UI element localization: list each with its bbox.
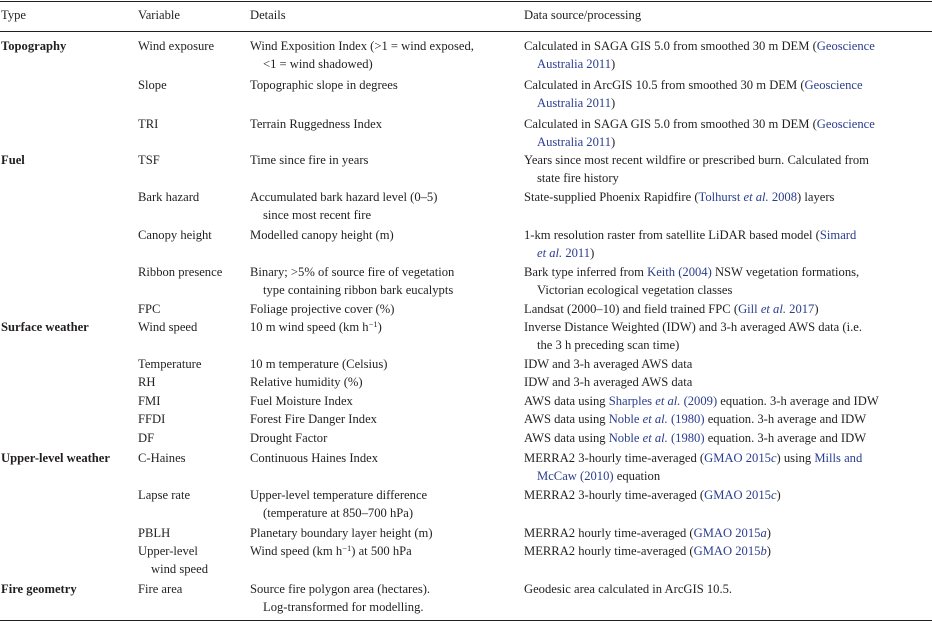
citation-link[interactable]: et al. 2011 bbox=[537, 246, 591, 260]
source-pblh: MERRA2 hourly time-averaged (GMAO 2015a) bbox=[524, 526, 771, 540]
details-ribbon-presence-line2: type containing ribbon bark eucalypts bbox=[263, 283, 454, 297]
citation-link[interactable]: Tolhurst et al. 2008 bbox=[698, 190, 798, 204]
variable-tsf: TSF bbox=[138, 153, 160, 167]
details-bark-hazard-line1: Accumulated bark hazard level (0–5) bbox=[250, 190, 438, 204]
group-fire-geometry: Fire geometry bbox=[1, 582, 77, 596]
details-rh: Relative humidity (%) bbox=[250, 375, 363, 389]
details-fmi: Fuel Moisture Index bbox=[250, 394, 353, 408]
source-fpc: Landsat (2000–10) and field trained FPC (Gill et al. 2017) bbox=[524, 302, 819, 316]
variable-wind-speed: Wind speed bbox=[138, 320, 198, 334]
details-df: Drought Factor bbox=[250, 431, 328, 445]
source-lapse-rate: MERRA2 3-hourly time-averaged (GMAO 2015c) bbox=[524, 488, 781, 502]
source-temperature: IDW and 3-h averaged AWS data bbox=[524, 357, 693, 371]
source-wind-speed-line1: Inverse Distance Weighted (IDW) and 3-h averaged AWS data (i.e. bbox=[524, 320, 862, 334]
variable-fpc: FPC bbox=[138, 302, 161, 316]
details-ffdi: Forest Fire Danger Index bbox=[250, 412, 377, 426]
citation-link[interactable]: Geoscience bbox=[816, 117, 875, 131]
citation-link[interactable]: Noble et al. (1980) bbox=[608, 431, 705, 445]
source-wind-speed-line2: the 3 h preceding scan time) bbox=[537, 338, 680, 352]
header-details: Details bbox=[250, 8, 286, 22]
details-tri: Terrain Ruggedness Index bbox=[250, 117, 383, 131]
source-tri-line1: Calculated in SAGA GIS 5.0 from smoothed 30 m DEM (Geoscience bbox=[524, 117, 875, 131]
citation-link[interactable]: Mills and bbox=[814, 451, 863, 465]
variable-wind-exposure: Wind exposure bbox=[138, 39, 215, 53]
citation-link[interactable]: Simard bbox=[819, 228, 857, 242]
source-fmi: AWS data using Sharples et al. (2009) equation. 3-h average and IDW bbox=[524, 394, 879, 408]
group-upper-level-weather: Upper-level weather bbox=[1, 451, 110, 465]
citation-link[interactable]: Australia 2011 bbox=[537, 96, 612, 110]
source-wind-exposure-line2: Australia 2011) bbox=[537, 57, 616, 71]
variable-df: DF bbox=[138, 431, 155, 445]
variable-fire-area: Fire area bbox=[138, 582, 183, 596]
variable-c-haines: C-Haines bbox=[138, 451, 186, 465]
source-tsf-line1: Years since most recent wildfire or prescribed burn. Calculated from bbox=[524, 153, 869, 167]
variable-ribbon-presence: Ribbon presence bbox=[138, 265, 223, 279]
details-c-haines: Continuous Haines Index bbox=[250, 451, 379, 465]
group-fuel: Fuel bbox=[1, 153, 25, 167]
source-slope-line2: Australia 2011) bbox=[537, 96, 616, 110]
source-ffdi: AWS data using Noble et al. (1980) equation. 3-h average and IDW bbox=[524, 412, 867, 426]
source-rh: IDW and 3-h averaged AWS data bbox=[524, 375, 693, 389]
source-slope-line1: Calculated in ArcGIS 10.5 from smoothed 30 m DEM (Geoscience bbox=[524, 78, 863, 92]
variable-lapse-rate: Lapse rate bbox=[138, 488, 191, 502]
variable-pblh: PBLH bbox=[138, 526, 171, 540]
variable-upper-wind-line1: Upper-level bbox=[138, 544, 198, 558]
details-temperature: 10 m temperature (Celsius) bbox=[250, 357, 388, 371]
details-pblh: Planetary boundary layer height (m) bbox=[250, 526, 433, 540]
citation-link[interactable]: GMAO 2015c bbox=[704, 488, 777, 502]
details-lapse-rate-line1: Upper-level temperature difference bbox=[250, 488, 428, 502]
variable-upper-wind-line2: wind speed bbox=[151, 562, 209, 576]
source-tri-line2: Australia 2011) bbox=[537, 135, 616, 149]
variable-slope: Slope bbox=[138, 78, 167, 92]
variable-ffdi: FFDI bbox=[138, 412, 166, 426]
citation-link[interactable]: Geoscience bbox=[816, 39, 875, 53]
details-slope: Topographic slope in degrees bbox=[250, 78, 398, 92]
source-c-haines-line2: McCaw (2010) equation bbox=[537, 469, 661, 483]
source-c-haines-line1: MERRA2 3-hourly time-averaged (GMAO 2015c) using Mills and bbox=[524, 451, 863, 465]
header-source: Data source/processing bbox=[524, 8, 642, 22]
source-canopy-height-line2: et al. 2011) bbox=[537, 246, 595, 260]
source-ribbon-presence-line1: Bark type inferred from Keith (2004) NSW vegetation formations, bbox=[524, 265, 860, 279]
variable-bark-hazard: Bark hazard bbox=[138, 190, 200, 204]
variable-tri: TRI bbox=[138, 117, 159, 131]
citation-link[interactable]: Australia 2011 bbox=[537, 135, 612, 149]
variable-temperature: Temperature bbox=[138, 357, 202, 371]
details-wind-exposure-line2: <1 = wind shadowed) bbox=[263, 57, 373, 71]
details-fpc: Foliage projective cover (%) bbox=[250, 302, 395, 316]
details-ribbon-presence-line1: Binary; >5% of source fire of vegetation bbox=[250, 265, 455, 279]
variable-fmi: FMI bbox=[138, 394, 161, 408]
source-upper-wind: MERRA2 hourly time-averaged (GMAO 2015b) bbox=[524, 544, 771, 558]
citation-link[interactable]: Noble et al. (1980) bbox=[608, 412, 705, 426]
citation-link[interactable]: McCaw (2010) bbox=[537, 469, 614, 483]
citation-link[interactable]: Australia 2011 bbox=[537, 57, 612, 71]
variable-canopy-height: Canopy height bbox=[138, 228, 212, 242]
group-topography: Topography bbox=[1, 39, 67, 53]
details-wind-speed: 10 m wind speed (km $h^{-1}$) bbox=[250, 319, 382, 334]
group-surface-weather: Surface weather bbox=[1, 320, 89, 334]
source-bark-hazard: State-supplied Phoenix Rapidfire (Tolhurst et al. 2008) layers bbox=[524, 190, 835, 204]
details-upper-wind: Wind speed (km $h^{-1}$) at 500 hPa bbox=[250, 543, 412, 558]
details-tsf: Time since fire in years bbox=[250, 153, 369, 167]
citation-link[interactable]: GMAO 2015a bbox=[693, 526, 767, 540]
citation-link[interactable]: Gill et al. 2017 bbox=[738, 302, 815, 316]
citation-link[interactable]: Keith (2004) bbox=[647, 265, 712, 279]
citation-link[interactable]: Geoscience bbox=[804, 78, 863, 92]
table-bottom-rule bbox=[0, 620, 932, 621]
details-bark-hazard-line2: since most recent fire bbox=[263, 208, 372, 222]
details-fire-area-line2: Log-transformed for modelling. bbox=[263, 600, 424, 614]
source-fire-area: Geodesic area calculated in ArcGIS 10.5. bbox=[524, 582, 733, 596]
source-canopy-height-line1: 1-km resolution raster from satellite LiDAR based model (Simard bbox=[524, 228, 857, 242]
source-tsf-line2: state fire history bbox=[537, 171, 619, 185]
variable-rh: RH bbox=[138, 375, 156, 389]
details-fire-area-line1: Source fire polygon area (hectares). bbox=[250, 582, 431, 596]
citation-link[interactable]: GMAO 2015b bbox=[693, 544, 767, 558]
details-canopy-height: Modelled canopy height (m) bbox=[250, 228, 394, 242]
header-variable: Variable bbox=[138, 8, 180, 22]
details-wind-exposure-line1: Wind Exposition Index (>1 = wind exposed, bbox=[250, 39, 474, 53]
citation-link[interactable]: Sharples et al. (2009) bbox=[608, 394, 718, 408]
source-wind-exposure-line1: Calculated in SAGA GIS 5.0 from smoothed 30 m DEM (Geoscience bbox=[524, 39, 875, 53]
source-df: AWS data using Noble et al. (1980) equation. 3-h average and IDW bbox=[524, 431, 867, 445]
source-ribbon-presence-line2: Victorian ecological vegetation classes bbox=[537, 283, 733, 297]
header-type: Type bbox=[1, 8, 26, 22]
details-lapse-rate-line2: (temperature at 850–700 hPa) bbox=[263, 506, 414, 520]
citation-link[interactable]: GMAO 2015c bbox=[704, 451, 777, 465]
table-top-rule bbox=[0, 1, 932, 2]
table-header-rule bbox=[0, 31, 932, 32]
